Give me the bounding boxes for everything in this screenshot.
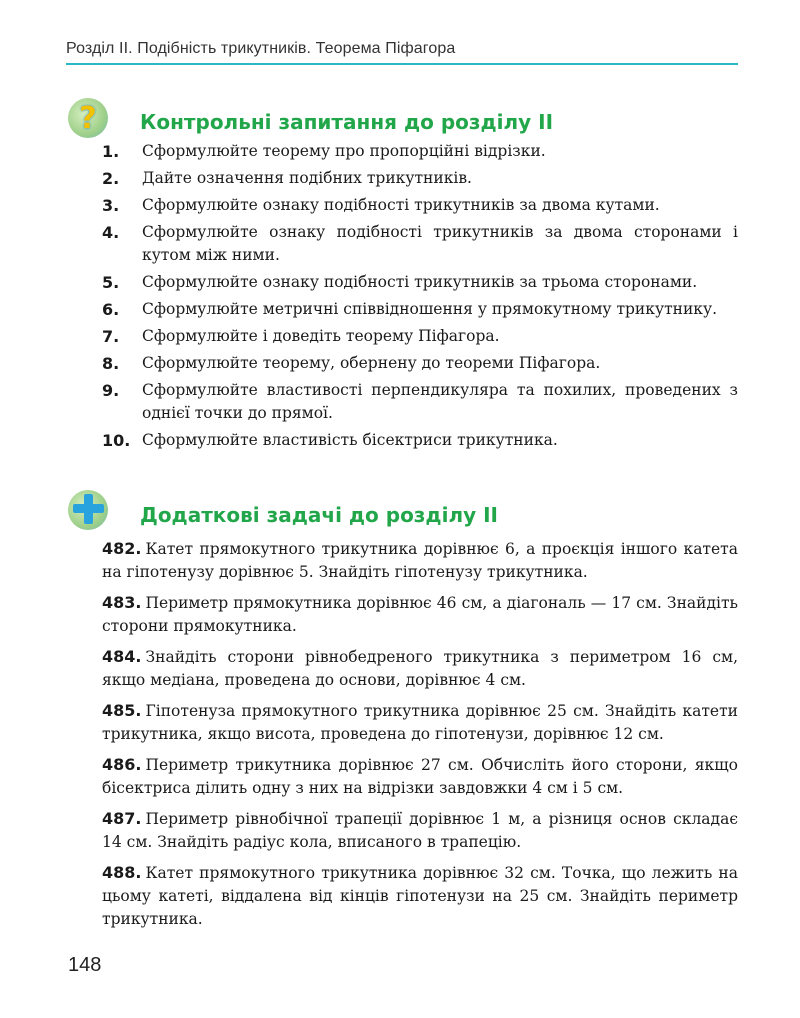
item-number: 3.: [102, 196, 120, 215]
problem-item: [102, 591, 738, 638]
problem-item: [102, 753, 738, 800]
item-number: 1.: [102, 142, 120, 161]
problem-text: Катет прямокутного трикутника дорівнює 6, а проєкція іншого катета на гіпотенузу дорівнює 5. Знайдіть гіпотенузу трикутника.: [102, 540, 738, 581]
list-item: [102, 352, 738, 375]
problem-item: [102, 861, 738, 931]
list-item: [102, 167, 738, 190]
problem-text: Периметр рівнобічної трапеції дорівнює 1 м, а різниця основ складає 14 см. Знайдіть радіус кола, вписаного в трапецію.: [102, 810, 738, 851]
item-number: 10.: [102, 431, 131, 450]
problem-number: 484.: [102, 647, 142, 666]
plus-icon: [68, 490, 108, 530]
problem-item: [102, 807, 738, 854]
problem-text: Гіпотенуза прямокутного трикутника дорівнює 25 см. Знайдіть катети трикутника, якщо висота, проведена до гіпотенузи, дорівнює 12 см.: [102, 702, 738, 743]
question-mark-icon: ?: [68, 98, 108, 138]
list-item: [102, 325, 738, 348]
problem-text: Катет прямокутного трикутника дорівнює 32 см. Точка, що лежить на цьому катеті, віддалена від кінців гіпотенузи на 25 см. Знайдіть периметр трикутника.: [102, 864, 738, 928]
problem-text: Периметр прямокутника дорівнює 46 см, а діагональ — 17 см. Знайдіть сторони прямокутника.: [102, 594, 738, 635]
header-divider: [66, 63, 738, 65]
item-number: 4.: [102, 223, 120, 242]
item-text: Сформулюйте ознаку подібності трикутників за двома сторонами і кутом між ними.: [142, 223, 738, 264]
problem-number: 487.: [102, 809, 142, 828]
item-text: Сформулюйте властивість бісектриси трикутника.: [142, 431, 558, 449]
item-text: Сформулюйте і доведіть теорему Піфагора.: [142, 327, 500, 345]
review-questions-list: [102, 140, 738, 456]
problem-number: 486.: [102, 755, 142, 774]
section-title-extra-problems: Додаткові задачі до розділу ІІ: [140, 503, 498, 527]
list-item: [102, 221, 738, 267]
running-head: Розділ ІІ. Подібність трикутників. Теорема Піфагора: [66, 40, 456, 57]
item-text: Сформулюйте ознаку подібності трикутників за двома кутами.: [142, 196, 660, 214]
item-text: Сформулюйте теорему, обернену до теореми Піфагора.: [142, 354, 601, 372]
item-number: 9.: [102, 381, 120, 400]
problem-text: Знайдіть сторони рівнобедреного трикутника з периметром 16 см, якщо медіана, проведена до основи, дорівнює 4 см.: [102, 648, 738, 689]
problem-item: [102, 699, 738, 746]
item-number: 6.: [102, 300, 120, 319]
item-text: Сформулюйте ознаку подібності трикутників за трьома сторонами.: [142, 273, 698, 291]
problem-item: [102, 645, 738, 692]
problem-item: [102, 537, 738, 584]
list-item: [102, 298, 738, 321]
item-number: 2.: [102, 169, 120, 188]
item-text: Сформулюйте метричні співвідношення у прямокутному трикутнику.: [142, 300, 718, 318]
problem-number: 485.: [102, 701, 142, 720]
item-text: Сформулюйте теорему про пропорційні відрізки.: [142, 142, 546, 160]
page-number: 148: [68, 954, 102, 976]
item-number: 8.: [102, 354, 120, 373]
problem-number: 483.: [102, 593, 142, 612]
extra-problems-list: [102, 537, 738, 938]
list-item: [102, 194, 738, 217]
item-number: 5.: [102, 273, 120, 292]
list-item: [102, 140, 738, 163]
list-item: [102, 379, 738, 425]
item-number: 7.: [102, 327, 120, 346]
problem-number: 482.: [102, 539, 142, 558]
section-title-review-questions: Контрольні запитання до розділу ІІ: [140, 110, 554, 134]
item-text: Дайте означення подібних трикутників.: [142, 169, 472, 187]
problem-text: Периметр трикутника дорівнює 27 см. Обчисліть його сторони, якщо бісектриса ділить одну з них на відрізки завдовжки 4 см і 5 см.: [102, 756, 738, 797]
list-item: [102, 429, 738, 452]
item-text: Сформулюйте властивості перпендикуляра та похилих, проведених з однієї точки до прямої.: [142, 381, 738, 422]
list-item: [102, 271, 738, 294]
problem-number: 488.: [102, 863, 142, 882]
